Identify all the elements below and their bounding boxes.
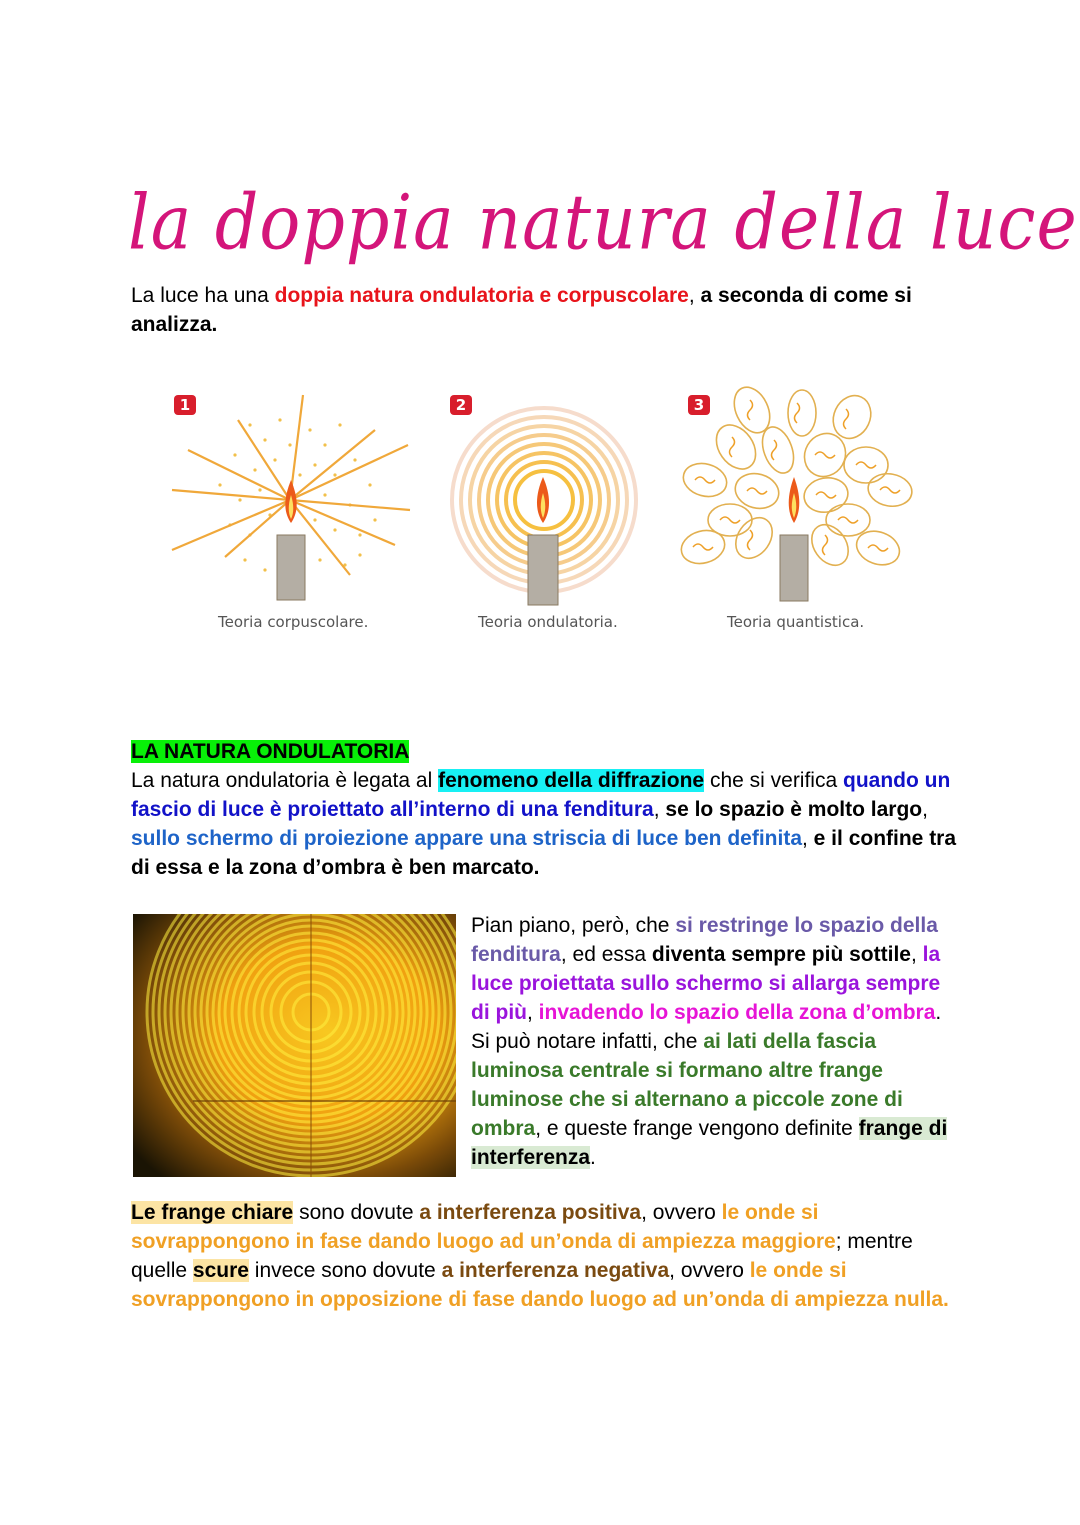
text-span: ,: [922, 798, 928, 821]
text-span: ,: [910, 943, 923, 966]
text-span: ; mentre quelle: [131, 1230, 913, 1282]
intro-bold: a seconda di come si analizza.: [131, 284, 912, 336]
emphasis-green: ai lati della fascia luminosa centrale si formano altre frange luminose che si alternano a piccole zone di ombra: [471, 1030, 903, 1140]
candle-waves-icon: [440, 385, 660, 615]
intro-paragraph: [131, 281, 961, 339]
text-span: invece sono dovute: [248, 1259, 442, 1282]
text-span: La natura ondulatoria è legata al: [131, 769, 439, 792]
text-span: , ed essa: [560, 943, 652, 966]
page-title: la doppia natura della luce: [128, 179, 1078, 268]
emphasis-orange: le onde si sovrappongono in opposizione di fase dando luogo ad un’onda di ampiezza nulla.: [131, 1259, 949, 1311]
text-span: ,: [527, 1001, 539, 1024]
bold-span: diventa sempre più sottile: [651, 943, 911, 966]
figure-caption: Teoria quantistica.: [727, 613, 865, 631]
text-span: Pian piano, però, che: [471, 914, 676, 937]
figure-badge: 3: [688, 395, 710, 415]
emphasis-brown: a interferenza negativa: [441, 1259, 670, 1282]
highlight-interference: frange di interferenza: [471, 1117, 948, 1169]
text-span: . Si può notare infatti, che: [471, 1001, 942, 1053]
emphasis-violet: la luce proiettata sullo schermo si allarga sempre di più: [471, 943, 941, 1024]
text-span: , e queste frange vengono definite: [535, 1117, 859, 1140]
text-span: sono dovute: [293, 1201, 420, 1224]
text-span: che si verifica: [704, 769, 843, 792]
highlight-diffraction: fenomeno della diffrazione: [438, 769, 705, 792]
section-heading: LA NATURA ONDULATORIA: [131, 740, 410, 763]
intro-emphasis: doppia natura ondulatoria e corpuscolare: [274, 284, 689, 307]
paragraph-diffraction: [131, 766, 961, 882]
figure-badge: 2: [450, 395, 472, 415]
figure-caption: Teoria ondulatoria.: [478, 613, 618, 631]
intro-sep: ,: [688, 284, 701, 307]
bold-span: se lo spazio è molto largo: [665, 798, 923, 821]
highlight-bright-fringes: Le frange chiare: [131, 1201, 294, 1224]
text-span: ,: [653, 798, 666, 821]
emphasis-orange: le onde si sovrappongono in fase dando luogo ad un’onda di ampiezza maggiore: [131, 1201, 836, 1253]
text-span: , ovvero: [669, 1259, 750, 1282]
figure-corpuscular: [160, 385, 420, 635]
emphasis-purple: si restringe lo spazio della fenditura: [471, 914, 938, 966]
intro-text: La luce ha una: [131, 284, 275, 307]
bold-span: e il confine tra di essa e la zona d’ombra è ben marcato.: [131, 827, 957, 879]
emphasis-lightblue: sullo schermo di proiezione appare una striscia di luce ben definita: [131, 827, 802, 850]
section-heading-wrapper: [131, 737, 961, 766]
text-span: ,: [802, 827, 814, 850]
paragraph-narrowing: [471, 911, 951, 1172]
figure-wave: [440, 385, 660, 635]
figure-caption: Teoria corpuscolare.: [218, 613, 369, 631]
paragraph-fringes: [131, 1198, 961, 1314]
emphasis-brown: a interferenza positiva: [419, 1201, 642, 1224]
emphasis-magenta: invadendo lo spazio della zona d’ombra: [538, 1001, 936, 1024]
text-span: , ovvero: [641, 1201, 722, 1224]
candle-particles-icon: [160, 385, 420, 615]
figure-quantum: [670, 385, 930, 635]
emphasis-blue: quando un fascio di luce è proiettato all’interno di una fenditura: [131, 769, 951, 821]
highlight-dark-fringes: scure: [192, 1259, 249, 1282]
text-span: .: [590, 1146, 596, 1169]
figure-badge: 1: [174, 395, 196, 415]
candle-quanta-icon: [670, 385, 930, 615]
diffraction-fringes-photo: [133, 914, 456, 1177]
